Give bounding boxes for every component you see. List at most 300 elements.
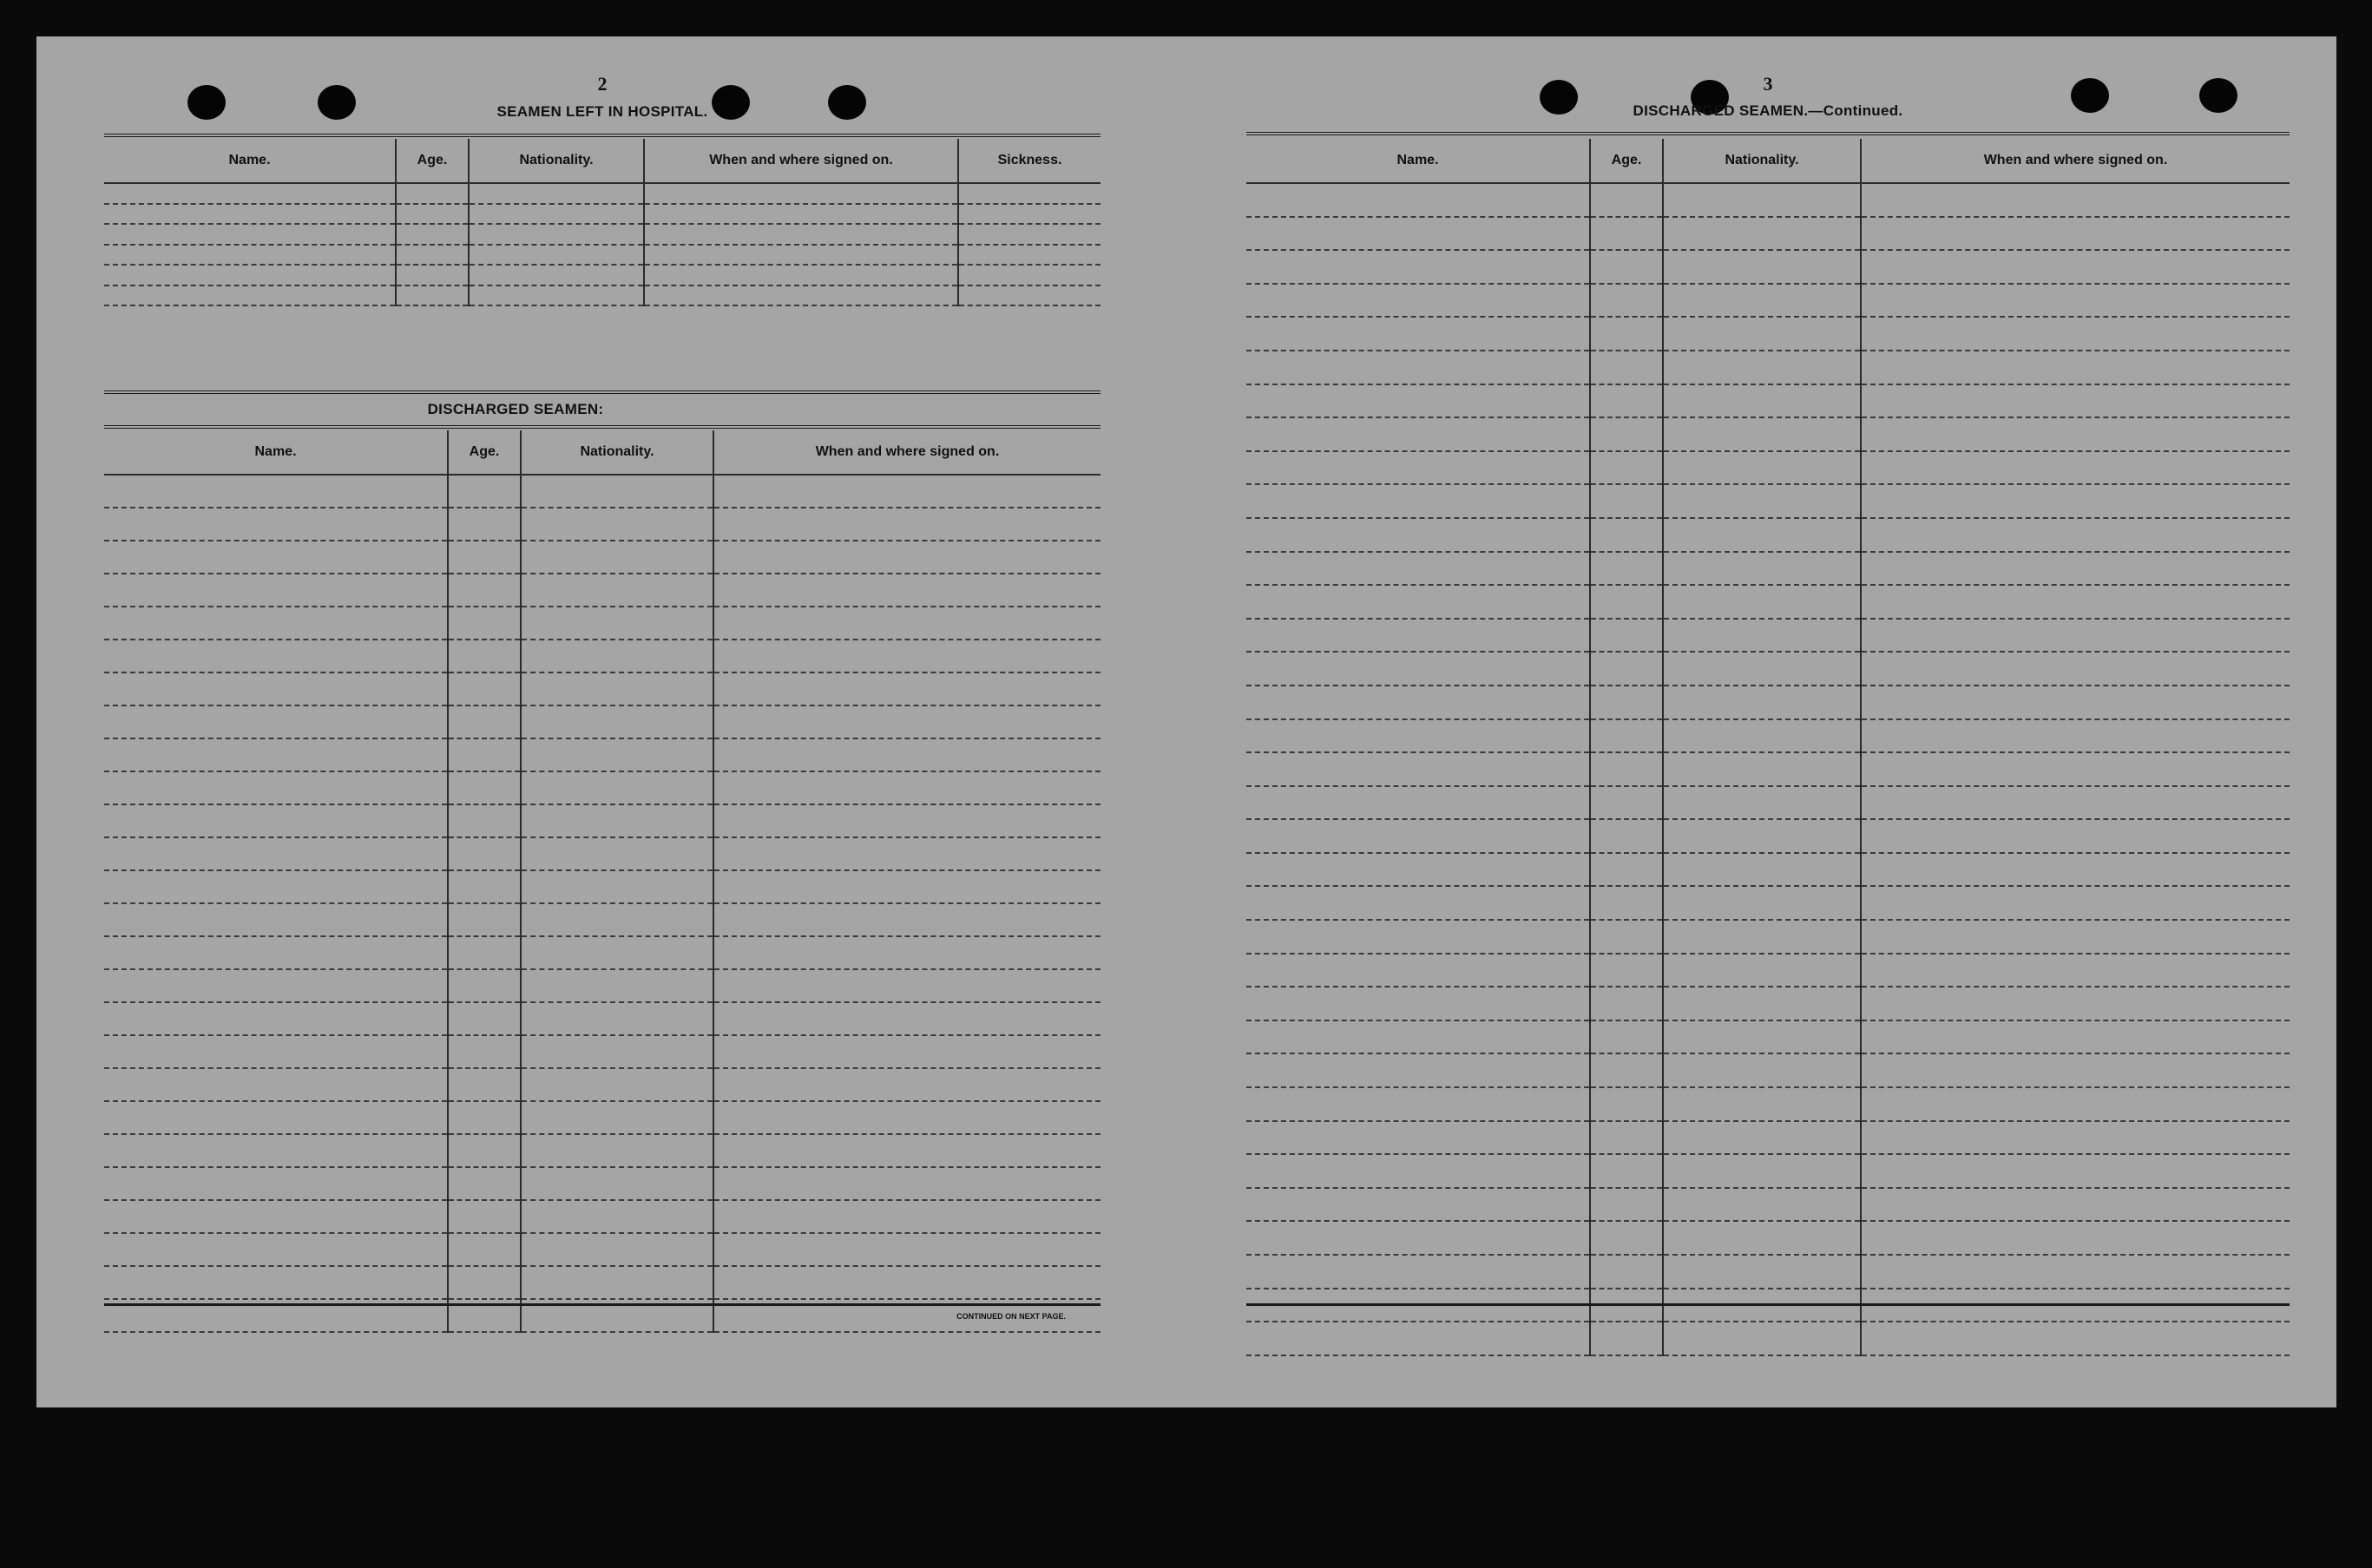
right-page [1246,36,2290,1407]
blank-cell [1861,417,2290,451]
blank-cell [1246,652,1590,686]
blank-row [104,936,1101,969]
blank-cell [644,285,958,306]
bottom-rule [104,1303,1101,1306]
blank-cell [104,705,448,738]
blank-cell [713,804,1101,837]
blank-cell [1246,1322,1590,1355]
blank-cell [104,1167,448,1200]
column-header: When and where signed on. [713,430,1101,475]
blank-cell [521,541,713,574]
blank-cell [1590,183,1663,217]
blank-row [1246,1121,2290,1155]
blank-cell [1246,1221,1590,1255]
blank-cell [1663,217,1861,251]
blank-cell [1663,1188,1861,1222]
blank-cell [1246,585,1590,619]
blank-cell [1663,552,1861,586]
blank-row [1246,417,2290,451]
blank-row [1246,1087,2290,1121]
blank-row [104,1068,1101,1101]
blank-cell [469,265,644,285]
blank-row [1246,1154,2290,1188]
blank-row [104,541,1101,574]
bottom-rule [1246,1303,2290,1306]
blank-row [1246,819,2290,853]
blank-cell [713,837,1101,870]
blank-cell [104,672,448,705]
blank-cell [521,1068,713,1101]
blank-cell [1590,451,1663,485]
blank-cell [713,1134,1101,1167]
blank-cell [1246,451,1590,485]
blank-row [104,607,1101,640]
blank-cell [521,870,713,903]
blank-cell [396,204,469,225]
blank-cell [713,1101,1101,1134]
blank-cell [521,574,713,607]
blank-cell [104,1035,448,1068]
blank-cell [448,903,521,936]
blank-cell [448,804,521,837]
blank-cell [1663,752,1861,786]
blank-cell [1590,217,1663,251]
blank-cell [104,936,448,969]
blank-row [104,1266,1101,1299]
blank-cell [104,903,448,936]
blank-cell [1590,786,1663,820]
blank-row [1246,1053,2290,1087]
column-header: When and where signed on. [1861,139,2290,183]
blank-cell [1861,217,2290,251]
blank-cell [713,672,1101,705]
blank-row [1246,351,2290,384]
blank-row [1246,1221,2290,1255]
blank-cell [396,285,469,306]
blank-row [1246,652,2290,686]
blank-cell [958,183,1101,204]
blank-cell [713,771,1101,804]
blank-cell [1861,552,2290,586]
column-header: Name. [1246,139,1590,183]
blank-cell [1246,719,1590,753]
blank-cell [1246,786,1590,820]
blank-cell [1861,786,2290,820]
blank-cell [1663,183,1861,217]
blank-cell [1246,183,1590,217]
blank-cell [448,1266,521,1299]
blank-cell [1663,686,1861,719]
blank-cell [1246,619,1590,653]
blank-cell [1246,217,1590,251]
blank-cell [1663,250,1861,284]
blank-cell [104,245,396,266]
blank-cell [448,738,521,771]
blank-cell [448,1233,521,1266]
discharged-table [104,430,1101,1333]
blank-cell [104,574,448,607]
blank-cell [1663,1322,1861,1355]
blank-cell [1861,1255,2290,1289]
blank-cell [1861,451,2290,485]
blank-row [104,672,1101,705]
blank-row [104,1002,1101,1035]
blank-cell [448,1068,521,1101]
blank-cell [958,204,1101,225]
blank-cell [448,672,521,705]
blank-cell [1663,518,1861,552]
blank-cell [644,265,958,285]
blank-cell [1246,1087,1590,1121]
blank-row [104,204,1101,225]
blank-cell [104,508,448,541]
document-sheet [36,36,2336,1407]
blank-cell [1590,819,1663,853]
blank-cell [448,607,521,640]
blank-row [1246,183,2290,217]
blank-cell [713,640,1101,672]
column-header: Nationality. [521,430,713,475]
blank-cell [521,936,713,969]
blank-cell [1590,1121,1663,1155]
blank-cell [448,771,521,804]
blank-row [1246,886,2290,920]
blank-cell [448,870,521,903]
blank-cell [1663,920,1861,954]
blank-cell [521,837,713,870]
blank-cell [104,1266,448,1299]
blank-cell [1246,1020,1590,1054]
blank-row [104,705,1101,738]
blank-cell [1246,686,1590,719]
blank-cell [448,969,521,1002]
blank-cell [448,1167,521,1200]
blank-cell [521,475,713,508]
title-rule [1246,132,2290,135]
blank-cell [1590,619,1663,653]
blank-cell [104,1233,448,1266]
blank-row [104,903,1101,936]
blank-row [104,508,1101,541]
blank-cell [1861,1154,2290,1188]
blank-cell [1246,1053,1590,1087]
blank-row [104,183,1101,204]
blank-row [1246,1255,2290,1289]
blank-row [1246,920,2290,954]
blank-cell [1590,484,1663,518]
blank-row [1246,686,2290,719]
blank-cell [469,245,644,266]
blank-cell [1590,987,1663,1020]
blank-cell [1590,1255,1663,1289]
blank-cell [1590,552,1663,586]
blank-cell [104,1002,448,1035]
blank-row [104,1233,1101,1266]
blank-cell [1590,250,1663,284]
blank-row [1246,786,2290,820]
blank-cell [1663,1154,1861,1188]
blank-row [1246,1188,2290,1222]
blank-cell [448,475,521,508]
blank-cell [396,245,469,266]
blank-cell [1590,652,1663,686]
column-header: Sickness. [958,139,1101,183]
blank-cell [104,640,448,672]
blank-cell [1861,317,2290,351]
blank-row [104,224,1101,245]
blank-row [104,475,1101,508]
blank-cell [448,1200,521,1233]
blank-row [1246,987,2290,1020]
blank-cell [521,607,713,640]
blank-row [104,1134,1101,1167]
blank-cell [1663,1087,1861,1121]
blank-cell [958,224,1101,245]
blank-cell [1861,719,2290,753]
blank-cell [1246,987,1590,1020]
blank-cell [1861,1053,2290,1087]
blank-row [1246,518,2290,552]
blank-cell [104,1068,448,1101]
blank-row [104,771,1101,804]
blank-row [104,245,1101,266]
blank-cell [713,1167,1101,1200]
blank-cell [1663,1121,1861,1155]
blank-cell [1590,1188,1663,1222]
blank-cell [713,508,1101,541]
blank-cell [713,574,1101,607]
blank-cell [1590,417,1663,451]
blank-cell [521,804,713,837]
blank-cell [1663,317,1861,351]
blank-cell [713,1233,1101,1266]
blank-cell [1590,719,1663,753]
page-number: 3 [1763,73,1773,95]
column-header: Name. [104,430,448,475]
blank-row [104,1200,1101,1233]
blank-cell [1663,417,1861,451]
blank-cell [713,1002,1101,1035]
blank-cell [1861,1322,2290,1355]
blank-cell [1590,853,1663,887]
blank-cell [448,936,521,969]
blank-row [104,1035,1101,1068]
blank-cell [1663,484,1861,518]
blank-row [104,640,1101,672]
blank-cell [104,837,448,870]
section-rule [104,390,1101,394]
blank-cell [1663,1221,1861,1255]
blank-cell [104,1134,448,1167]
blank-cell [1861,1121,2290,1155]
blank-cell [1246,1188,1590,1222]
blank-cell [1590,1154,1663,1188]
blank-cell [1663,819,1861,853]
blank-cell [104,224,396,245]
blank-cell [1663,652,1861,686]
blank-cell [713,1266,1101,1299]
blank-cell [1590,351,1663,384]
blank-row [1246,552,2290,586]
blank-cell [521,1200,713,1233]
blank-cell [104,285,396,306]
blank-cell [1663,853,1861,887]
blank-row [1246,250,2290,284]
blank-cell [104,1200,448,1233]
blank-cell [521,1101,713,1134]
blank-cell [521,1233,713,1266]
blank-cell [1246,1255,1590,1289]
blank-cell [1246,853,1590,887]
blank-cell [448,1002,521,1035]
blank-row [1246,1322,2290,1355]
blank-cell [1663,1020,1861,1054]
blank-cell [1590,920,1663,954]
blank-cell [1861,1020,2290,1054]
continued-note: CONTINUED ON NEXT PAGE. [956,1312,1066,1321]
column-header: Age. [396,139,469,183]
blank-cell [644,245,958,266]
blank-row [1246,752,2290,786]
blank-cell [448,705,521,738]
blank-cell [104,607,448,640]
blank-cell [713,969,1101,1002]
blank-cell [1663,786,1861,820]
blank-cell [396,224,469,245]
column-header: Age. [1590,139,1663,183]
column-header: Nationality. [469,139,644,183]
blank-row [104,969,1101,1002]
blank-cell [521,1002,713,1035]
blank-cell [1246,518,1590,552]
column-header: Name. [104,139,396,183]
blank-cell [1861,886,2290,920]
blank-cell [104,969,448,1002]
blank-cell [713,1035,1101,1068]
blank-cell [1590,886,1663,920]
blank-cell [1663,719,1861,753]
blank-cell [1246,250,1590,284]
hospital-section-title: SEAMEN LEFT IN HOSPITAL. [496,103,708,120]
blank-row [1246,217,2290,251]
blank-cell [104,870,448,903]
blank-cell [1861,1087,2290,1121]
blank-cell [644,183,958,204]
blank-cell [713,607,1101,640]
table-header-row [104,139,1101,183]
blank-cell [521,1167,713,1200]
blank-cell [521,640,713,672]
blank-row [104,1167,1101,1200]
blank-cell [521,738,713,771]
blank-cell [104,183,396,204]
blank-cell [1246,1154,1590,1188]
blank-cell [713,705,1101,738]
blank-cell [104,1101,448,1134]
blank-cell [1246,384,1590,418]
blank-cell [1861,954,2290,987]
table-header-row [104,430,1101,475]
blank-cell [1861,619,2290,653]
blank-row [1246,719,2290,753]
blank-cell [1590,317,1663,351]
blank-cell [713,903,1101,936]
blank-cell [104,738,448,771]
blank-cell [1590,1087,1663,1121]
blank-cell [104,204,396,225]
blank-cell [1590,954,1663,987]
blank-cell [521,969,713,1002]
discharged-continued-title: DISCHARGED SEAMEN.—Continued. [1633,102,1903,119]
blank-cell [1663,351,1861,384]
blank-cell [1246,819,1590,853]
blank-cell [521,672,713,705]
blank-cell [521,705,713,738]
blank-cell [958,285,1101,306]
blank-cell [1861,853,2290,887]
blank-cell [1861,819,2290,853]
blank-cell [448,1101,521,1134]
blank-cell [713,1068,1101,1101]
blank-cell [1663,1255,1861,1289]
blank-row [1246,317,2290,351]
blank-cell [1590,686,1663,719]
blank-cell [1861,920,2290,954]
blank-cell [1246,886,1590,920]
blank-cell [1861,250,2290,284]
title-rule [104,134,1101,137]
blank-cell [1663,954,1861,987]
blank-cell [1663,451,1861,485]
column-header: Age. [448,430,521,475]
blank-cell [1861,752,2290,786]
blank-row [104,285,1101,306]
blank-cell [1590,1221,1663,1255]
blank-cell [713,870,1101,903]
blank-cell [713,541,1101,574]
blank-cell [1246,417,1590,451]
blank-cell [104,475,448,508]
blank-cell [104,541,448,574]
blank-cell [1861,384,2290,418]
blank-cell [1590,1053,1663,1087]
blank-cell [1246,752,1590,786]
blank-cell [713,475,1101,508]
blank-cell [958,245,1101,266]
blank-cell [448,640,521,672]
page-number: 2 [597,73,608,95]
blank-cell [448,574,521,607]
blank-row [1246,484,2290,518]
blank-row [104,574,1101,607]
blank-cell [396,183,469,204]
blank-cell [644,224,958,245]
blank-cell [1246,284,1590,318]
column-header: Nationality. [1663,139,1861,183]
blank-cell [1861,284,2290,318]
left-page [104,36,1101,1407]
blank-cell [1861,585,2290,619]
blank-cell [1663,585,1861,619]
blank-cell [448,508,521,541]
blank-cell [1590,1322,1663,1355]
blank-row [104,738,1101,771]
blank-cell [644,204,958,225]
title-rule [104,425,1101,429]
blank-row [104,1101,1101,1134]
blank-cell [448,541,521,574]
blank-cell [713,1200,1101,1233]
